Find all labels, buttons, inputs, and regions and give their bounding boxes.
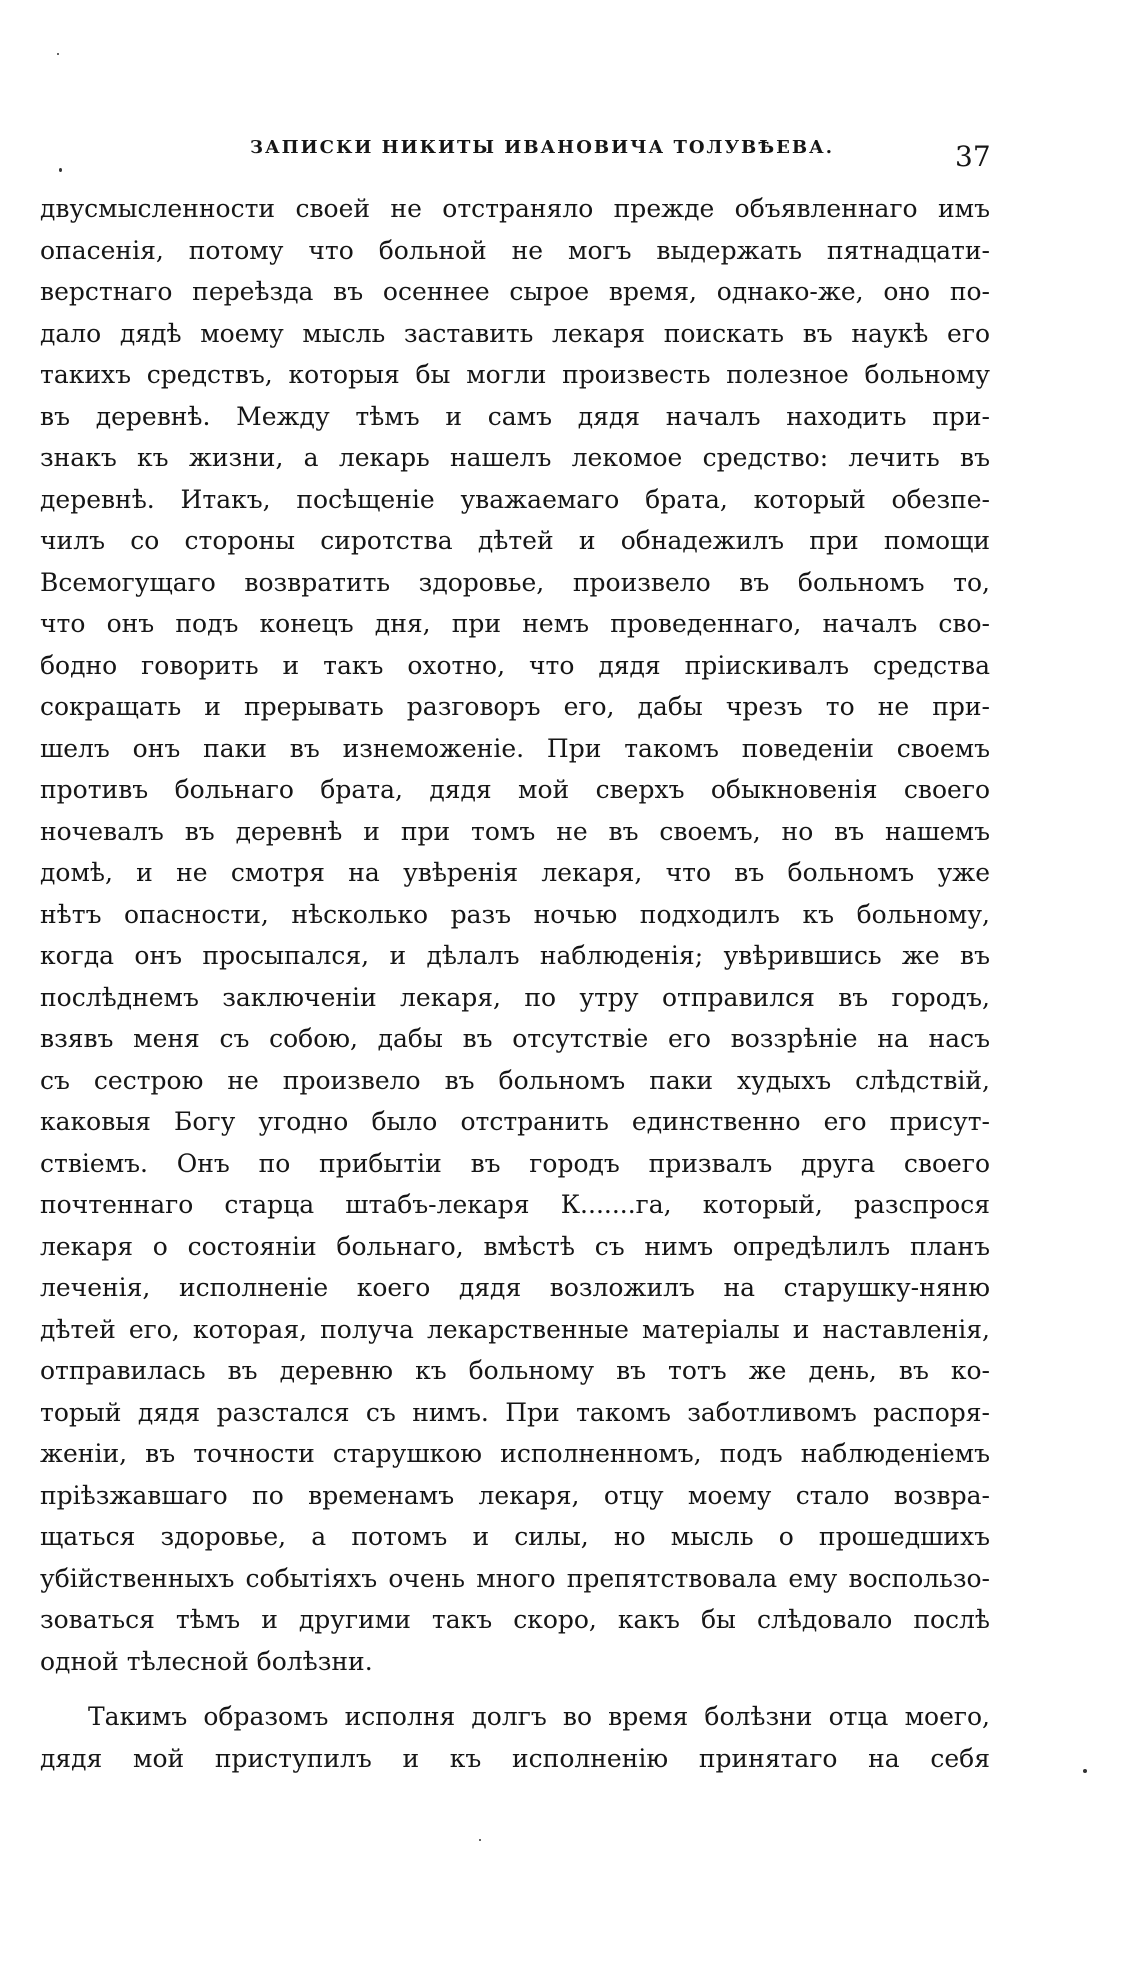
text-line: дало дядѣ моему мысль заставить лекаря поискать въ наукѣ его [40,318,990,348]
scan-speck [1083,1769,1087,1773]
text-line: двусмысленности своей не отстраняло прежде объявленнаго имъ [40,194,990,223]
text-line: дѣтей его, которая, получа лекарственные матеріалы и наставленія, [40,1314,990,1344]
page-number: 37 [955,140,991,173]
text-line: взявъ меня съ собою, дабы въ отсутствіе его воззрѣніе на насъ [40,1024,990,1053]
text-line: леченія, исполненіе коего дядя возложилъ на старушку-няню [40,1273,990,1302]
text-line: такихъ средствъ, которыя бы могли произвесть полезное больному [40,360,990,389]
text-line: лекаря о состояніи больнаго, вмѣстѣ съ нимъ опредѣлилъ планъ [40,1231,990,1261]
text-line: домѣ, и не смотря на увѣренія лекаря, что въ больномъ уже [40,858,990,887]
text-line: пріѣзжавшаго по временамъ лекаря, отцу моему стало возвра- [40,1480,990,1510]
text-line: когда онъ просыпался, и дѣлалъ наблюденія; увѣрившись же въ [40,941,990,970]
text-line: нѣтъ опасности, нѣсколько разъ ночью подходилъ къ больному, [40,899,990,929]
running-title: ЗАПИСКИ НИКИТЫ ИВАНОВИЧА ТОЛУВѢЕВА. [250,137,834,158]
text-line: дядя мой приступилъ и къ исполненію принятаго на себя [40,1743,990,1773]
text-line: деревнѣ. Итакъ, посѣщеніе уважаемаго брата, который обезпе- [40,484,990,514]
paragraph-start-line: Такимъ образомъ исполня долгъ во время болѣзни отца моего, [88,1702,990,1731]
text-line: знакъ къ жизни, а лекарь нашелъ лекомое средство: лечить въ [40,443,990,472]
text-line: женіи, въ точности старушкою исполненномъ, подъ наблюденіемъ [40,1439,990,1468]
text-line: щаться здоровье, а потомъ и силы, но мысль о прошедшихъ [40,1522,990,1551]
text-line: торый дядя разстался съ нимъ. При такомъ заботливомъ распоря- [40,1397,990,1427]
text-line: съ сестрою не произвело въ больномъ паки худыхъ слѣдствій, [40,1065,990,1095]
text-line: опасенія, потому что больной не могъ выдержать пятнадцати- [40,235,990,265]
text-line: что онъ подъ конецъ дня, при немъ проведеннаго, началъ сво- [40,609,990,638]
text-line: въ деревнѣ. Между тѣмъ и самъ дядя началъ находить при- [40,401,990,431]
text-line: противъ больнаго брата, дядя мой сверхъ обыкновенія своего [40,775,990,804]
text-line: ночевалъ въ деревнѣ и при томъ не въ своемъ, но въ нашемъ [40,816,990,846]
text-line: ствіемъ. Онъ по прибытіи въ городъ призвалъ друга своего [40,1148,990,1178]
scan-speck [479,1839,481,1841]
body-text [40,188,990,1779]
text-line: почтеннаго старца штабъ-лекаря К.......га, который, разспрося [40,1190,990,1219]
text-line: убійственныхъ событіяхъ очень много препятствовала ему воспользо- [40,1563,990,1593]
scan-speck [57,53,59,55]
text-line: верстнаго переѣзда въ осеннее сырое время, однако-же, оно по- [40,277,990,306]
text-line: послѣднемъ заключеніи лекаря, по утру отправился въ городъ, [40,982,990,1012]
text-line: отправилась въ деревню къ больному въ тотъ же день, въ ко- [40,1356,990,1385]
text-line: чилъ со стороны сиротства дѣтей и обнадежилъ при помощи [40,526,990,555]
text-line: сокращать и прерывать разговоръ его, дабы чрезъ то не при- [40,692,990,721]
text-line: бодно говорить и такъ охотно, что дядя пріискивалъ средства [40,650,990,680]
text-line: каковыя Богу угодно было отстранить единственно его присут- [40,1107,990,1136]
text-line: одной тѣлесной болѣзни. [40,1646,373,1676]
text-line: Всемогущаго возвратить здоровье, произвело въ больномъ то, [40,567,990,597]
text-line: зоваться тѣмъ и другими такъ скоро, какъ бы слѣдовало послѣ [40,1605,990,1634]
scan-speck [59,168,62,172]
text-line: шелъ онъ паки въ изнеможеніе. При такомъ поведеніи своемъ [40,733,990,763]
